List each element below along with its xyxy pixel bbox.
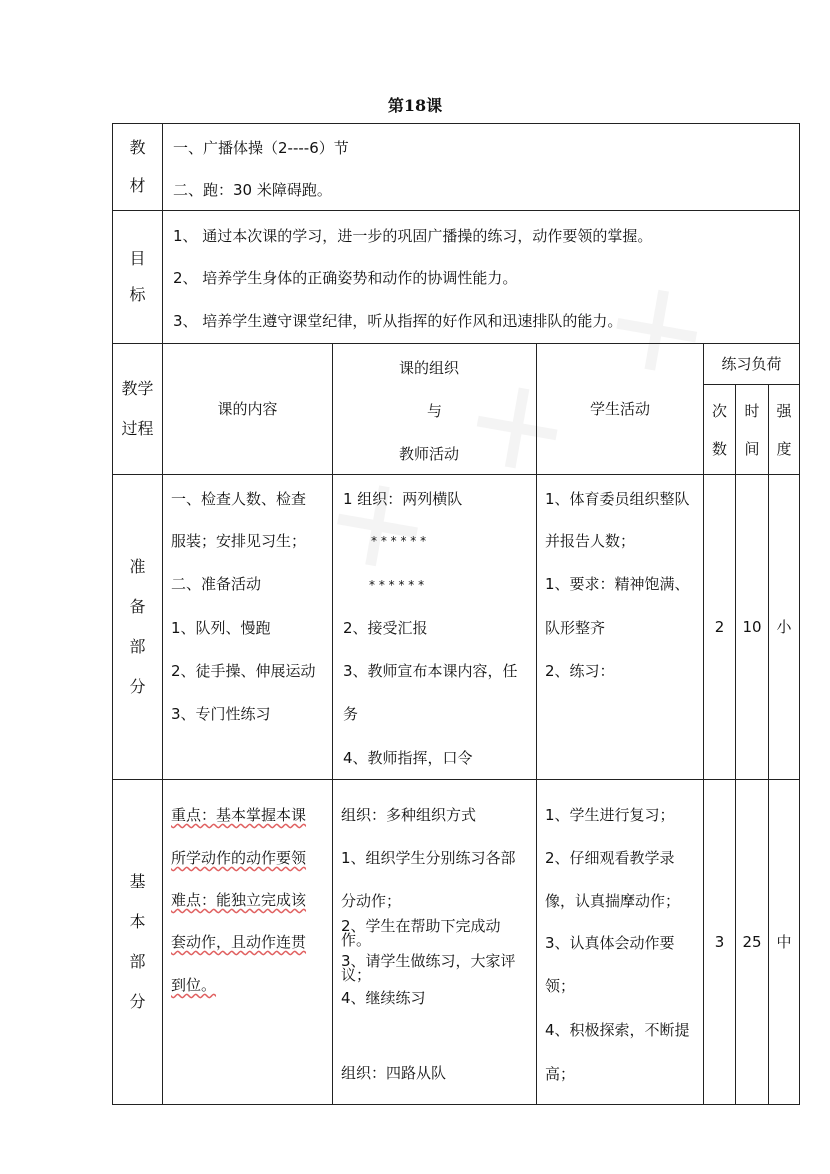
- page-title: 第18课: [387, 96, 443, 115]
- materials-content: [162, 123, 800, 211]
- goals-content: [162, 210, 800, 344]
- header-organization: 课的组织 与 教师活动: [332, 343, 537, 475]
- goal-item: 1、 通过本次课的学习，进一步的巩固广播操的练习，动作要领的掌握。: [173, 227, 653, 245]
- goals-label: 目 标: [112, 210, 163, 344]
- prep-times: 2: [703, 474, 736, 780]
- prep-label: 准 备 部 分: [112, 474, 163, 780]
- header-duration: 时 间: [735, 384, 769, 475]
- basic-intensity: 中: [768, 779, 800, 1105]
- goal-item: 3、 培养学生遵守课堂纪律，听从指挥的好作风和迅速排队的能力。: [173, 312, 623, 330]
- basic-label: 基 本 部 分: [112, 779, 163, 1105]
- basic-student: 1、学生进行复习； 2、仔细观看教学录 像，认真揣摩动作； 3、认真体会动作要 领； 4、积极探索，不断提 高；: [536, 779, 704, 1105]
- goal-item: 2、 培养学生身体的正确姿势和动作的协调性能力。: [173, 269, 518, 287]
- prep-intensity: 小: [768, 474, 800, 780]
- prep-student: 1、体育委员组织整队 并报告人数； 1、要求：精神饱满、 队形整齐 2、练习：: [536, 474, 704, 780]
- header-intensity: 强 度: [768, 384, 800, 475]
- basic-times: 3: [703, 779, 736, 1105]
- materials-item: 二、跑：30 米障碍跑。: [173, 181, 332, 199]
- header-student: 学生活动: [536, 343, 704, 475]
- materials-label: 教 材: [112, 123, 163, 211]
- prep-duration: 10: [735, 474, 769, 780]
- header-process: 教学 过程: [112, 343, 163, 475]
- header-content: 课的内容: [162, 343, 333, 475]
- materials-item: 一、广播体操（2----6）节: [173, 139, 349, 157]
- header-load: 练习负荷: [703, 343, 800, 385]
- prep-content: 一、检查人数、检查 服装；安排见习生； 二、准备活动 1、队列、慢跑 2、徒手操、伸展运动 3、专门性练习: [162, 474, 333, 780]
- basic-organization: 组织：多种组织方式 1、组织学生分别练习各部 分动作； 2、学生在帮助下完成动 作。 3、请学生做练习，大家评 议； 4、继续练习 组织：四路从队: [332, 779, 537, 1105]
- prep-organization: 1 组织：两列横队 * * * * * * * * * * * * 2、接受汇报 3、教师宣布本课内容，任 务 4、教师指挥，口令: [332, 474, 537, 780]
- header-times: 次 数: [703, 384, 736, 475]
- basic-duration: 25: [735, 779, 769, 1105]
- basic-content: 重点：基本掌握本课 所学动作的动作要领 难点：能独立完成该 套动作，且动作连贯 到位。: [162, 779, 333, 1105]
